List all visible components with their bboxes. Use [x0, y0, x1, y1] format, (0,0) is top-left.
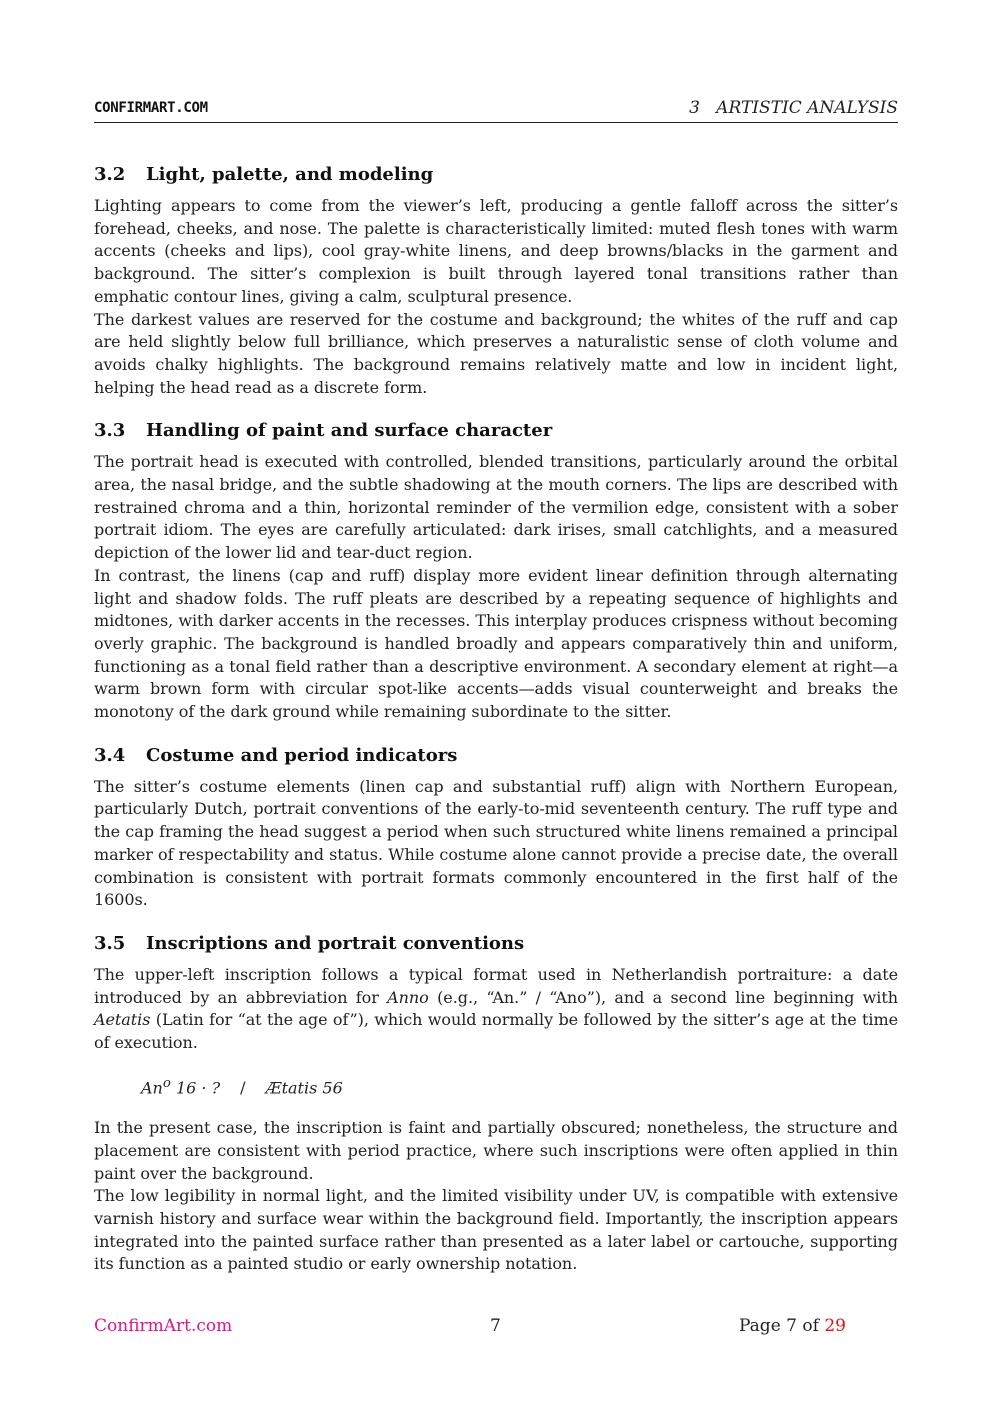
paragraph: The low legibility in normal light, and the limited visibility under UV, is compatible with extensive varnish history and surface wear within the background field. Importantly, the inscription appears integrated into the painted surface rather than presented as a later label or cartouche, supporting its function as a painted studio or early ownership notation.	[94, 1186, 898, 1274]
page-count: Page 7 of 29	[739, 1316, 846, 1336]
section-heading: 3.4 Costume and period indicators	[94, 744, 458, 766]
section-heading: 3.3 Handling of paint and surface character	[94, 420, 553, 442]
total-pages-link[interactable]: 29	[824, 1316, 846, 1336]
page-number: 7	[490, 1316, 501, 1336]
paragraph: Lighting appears to come from the viewer’s left, producing a gentle falloff across the sitter’s forehead, cheeks, and nose. The palette is characteristically limited: muted flesh tones with warm accents (cheeks and lips), cool gray-white linens, and deep browns/blacks in the garment and background. The sitter’s complexion is built through layered tonal transitions rather than emphatic contour lines, giving a calm, sculptural presence.	[94, 196, 898, 306]
paragraph: The sitter’s costume elements (linen cap and substantial ruff) align with Northern European, particularly Dutch, portrait conventions of the early-to-mid seventeenth century. The ruff type and the cap framing the head suggest a period when such structured white linens remained a principal marker of respectability and status. While costume alone cannot provide a precise date, the overall combination is consistent with portrait formats commonly encountered in the first half of the 1600s.	[94, 776, 898, 910]
paragraph: The darkest values are reserved for the costume and background; the whites of the ruff and cap are held slightly below full brilliance, which preserves a naturalistic sense of cloth volume and avoids chalky highlights. The background remains relatively matte and low in incident light, helping the head read as a discrete form.	[94, 309, 898, 397]
paragraph: The portrait head is executed with controlled, blended transitions, particularly around the orbital area, the nasal bridge, and the subtle shadowing at the mouth corners. The lips are described with restrained chroma and a thin, horizontal reminder of the vermilion edge, consistent with a sober portrait idiom. The eyes are carefully articulated: dark irises, small catchlights, and a measured depiction of the lower lid and tear-duct region.	[94, 452, 898, 563]
paragraph: In contrast, the linens (cap and ruff) display more evident linear definition through alternating light and shadow folds. The ruff pleats are described by a repeating sequence of highlights and midtones, with darker accents in the recesses. This interplay produces crispness without becoming overly graphic. The background is handled broadly and appears comparatively thin and uniform, functioning as a tonal field rather than a descriptive environment. A secondary element at right—a warm brown form with circular spot-like accents—adds visual counterweight and breaks the monotony of the dark ground while remaining subordinate to the sitter.	[94, 565, 898, 722]
section-heading: 3.5 Inscriptions and portrait conventions	[94, 932, 525, 954]
main-content	[94, 160, 898, 1293]
footer-site-link[interactable]: ConfirmArt.com	[94, 1316, 233, 1336]
section-heading: 3.2 Light, palette, and modeling	[94, 164, 434, 185]
section-3-5	[94, 929, 898, 1276]
section-3-4	[94, 741, 898, 912]
running-title: 3 ARTISTIC ANALYSIS	[689, 98, 898, 118]
page-header	[94, 98, 898, 123]
section-3-3	[94, 416, 898, 723]
inscription-quote: An$^o$ 16 · ? / Ætatis 56	[141, 1075, 343, 1098]
page-footer	[94, 1316, 898, 1340]
section-3-2	[94, 160, 898, 399]
paragraph: In the present case, the inscription is faint and partially obscured; nonetheless, the structure and placement are consistent with period practice, where such inscriptions were often applied in thin paint over the background.	[94, 1118, 898, 1183]
paragraph: The upper-left inscription follows a typical format used in Netherlandish portraiture: a date introduced by an abbreviation for Anno (e.g., “An.” / “Ano”), and a second line beginning with Aetatis (Latin for “at the age of”), which would normally be followed by the sitter’s age at the time of execution.	[94, 964, 899, 1053]
site-logo: CONFIRMART.COM	[94, 100, 208, 116]
